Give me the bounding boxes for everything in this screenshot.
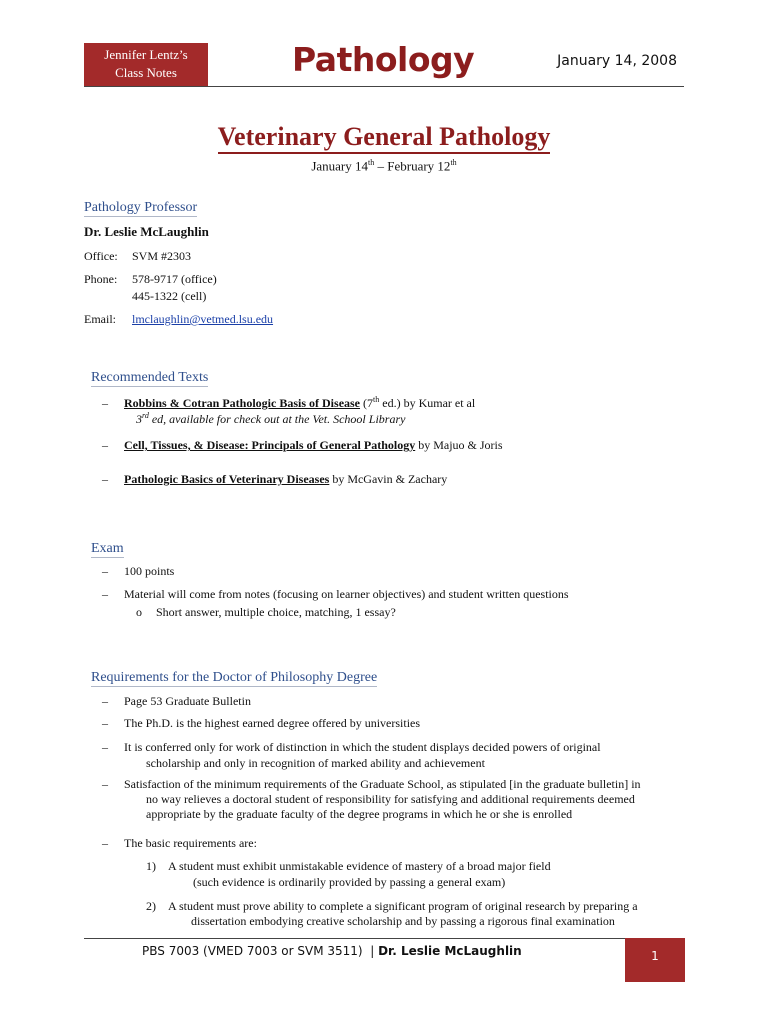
office-label: Office:	[84, 249, 118, 263]
phone-office: 578-9717 (office)	[132, 272, 217, 286]
text-author: by Majuo & Joris	[415, 438, 503, 452]
requirement-2	[146, 898, 638, 914]
footer-divider	[84, 938, 684, 939]
start-date-suffix: th	[368, 158, 375, 167]
course-dates	[0, 158, 768, 174]
phone-row	[84, 271, 217, 287]
requirement-text: A student must prove ability to complete a significant program of original research by preparing a	[168, 899, 638, 913]
class-notes-badge	[84, 43, 208, 87]
start-date: January 14	[311, 158, 369, 174]
phd-item-text: The Ph.D. is the highest earned degree offered by universities	[124, 716, 421, 730]
note-pre: 3	[136, 412, 142, 426]
dash: –	[102, 716, 108, 730]
requirement-2-cont: dissertation embodying creative scholarship and by passing a rigorous final examination	[191, 914, 615, 928]
phd-heading	[91, 668, 377, 686]
office-row	[84, 248, 191, 264]
phd-item-3	[102, 739, 601, 755]
dash: –	[102, 694, 108, 708]
note-sup: rd	[142, 411, 149, 420]
page-title-text: Veterinary General Pathology	[218, 122, 551, 154]
professor-name: Dr. Leslie McLaughlin	[84, 224, 209, 239]
requirement-1	[146, 858, 551, 874]
phone-label: Phone:	[84, 272, 118, 286]
requirement-number: 1)	[146, 859, 156, 873]
exam-item-2	[102, 586, 569, 602]
exam-item-text: 100 points	[124, 564, 175, 578]
professor-heading-text: Pathology Professor	[84, 200, 198, 215]
dash: –	[102, 836, 108, 850]
phd-item-3-cont: scholarship and only in recognition of marked ability and achievement	[146, 756, 485, 770]
note-text: ed, available for check out at the Vet. School Library	[148, 412, 406, 426]
page-title	[0, 122, 768, 152]
phd-item-4	[102, 776, 641, 792]
exam-subitem	[136, 604, 396, 620]
header-date: January 14, 2008	[557, 53, 677, 69]
exam-subitem-text: Short answer, multiple choice, matching, 1 essay?	[156, 605, 396, 619]
exam-heading	[91, 539, 124, 557]
dash: –	[102, 438, 108, 452]
end-date: – February 12	[374, 158, 451, 174]
phd-item-text: The basic requirements are:	[124, 836, 257, 850]
footer-instructor: Dr. Leslie McLaughlin	[378, 944, 522, 958]
page-number: 1	[625, 938, 685, 982]
dash: –	[102, 777, 108, 791]
phd-item-text: Page 53 Graduate Bulletin	[124, 694, 251, 708]
phd-item-4-cont2: appropriate by the graduate faculty of the degree programs in which he or she is enrolled	[146, 807, 573, 821]
phd-item-text: It is conferred only for work of distinction in which the student displays decided powers of original	[124, 740, 601, 754]
office-value: SVM #2303	[132, 249, 192, 263]
phd-item-5	[102, 835, 257, 851]
texts-heading-text: Recommended Texts	[91, 370, 209, 385]
phone-cell: 445-1322 (cell)	[132, 289, 207, 303]
dash: –	[102, 564, 108, 578]
phd-item-2	[102, 715, 420, 731]
exam-heading-text: Exam	[91, 541, 124, 556]
text-title: Robbins & Cotran Pathologic Basis of Disease	[124, 396, 361, 410]
text-edition-sup: th	[373, 395, 380, 404]
email-link[interactable]: lmclaughlin@vetmed.lsu.edu	[132, 312, 274, 326]
phd-item-4-cont1: no way relieves a doctoral student of responsibility for satisfying and additional requirements deemed	[146, 792, 635, 806]
text-item-1-note	[136, 408, 405, 427]
phd-item-1	[102, 693, 251, 709]
footer-course: PBS 7003 (VMED 7003 or SVM 3511)	[142, 944, 363, 958]
professor-heading	[84, 198, 197, 216]
exam-item-text: Material will come from notes (focusing on learner objectives) and student written questions	[124, 587, 569, 601]
dash: –	[102, 472, 108, 486]
text-author: ed.) by Kumar et al	[379, 396, 476, 410]
text-item-3	[102, 471, 447, 487]
end-date-suffix: th	[450, 158, 457, 167]
requirement-text: A student must exhibit unmistakable evidence of mastery of a broad major field	[168, 859, 551, 873]
text-title: Cell, Tissues, & Disease: Principals of General Pathology	[124, 438, 416, 452]
text-author: by McGavin & Zachary	[329, 472, 448, 486]
phd-item-text: Satisfaction of the minimum requirements of the Graduate School, as stipulated [in the graduate bulletin] in	[124, 777, 641, 791]
email-row	[84, 311, 273, 327]
header-divider	[84, 86, 684, 87]
requirement-1-cont: (such evidence is ordinarily provided by passing a general exam)	[193, 875, 506, 889]
badge-label: Class Notes	[115, 65, 177, 80]
badge-author: Jennifer Lentz’s	[104, 47, 188, 62]
bullet-o: o	[136, 605, 142, 619]
footer-text	[142, 944, 522, 958]
footer-separator: |	[362, 944, 379, 958]
text-item-2	[102, 437, 503, 453]
dash: –	[102, 587, 108, 601]
email-label: Email:	[84, 312, 116, 326]
subject-logo: Pathology	[292, 40, 475, 79]
phd-heading-text: Requirements for the Doctor of Philosophy Degree	[91, 670, 378, 685]
texts-heading	[91, 368, 208, 386]
requirement-number: 2)	[146, 899, 156, 913]
text-title: Pathologic Basics of Veterinary Diseases	[124, 472, 330, 486]
dash: –	[102, 396, 108, 410]
dash: –	[102, 740, 108, 754]
exam-item-1	[102, 563, 174, 579]
text-edition-pre: (7	[360, 396, 374, 410]
